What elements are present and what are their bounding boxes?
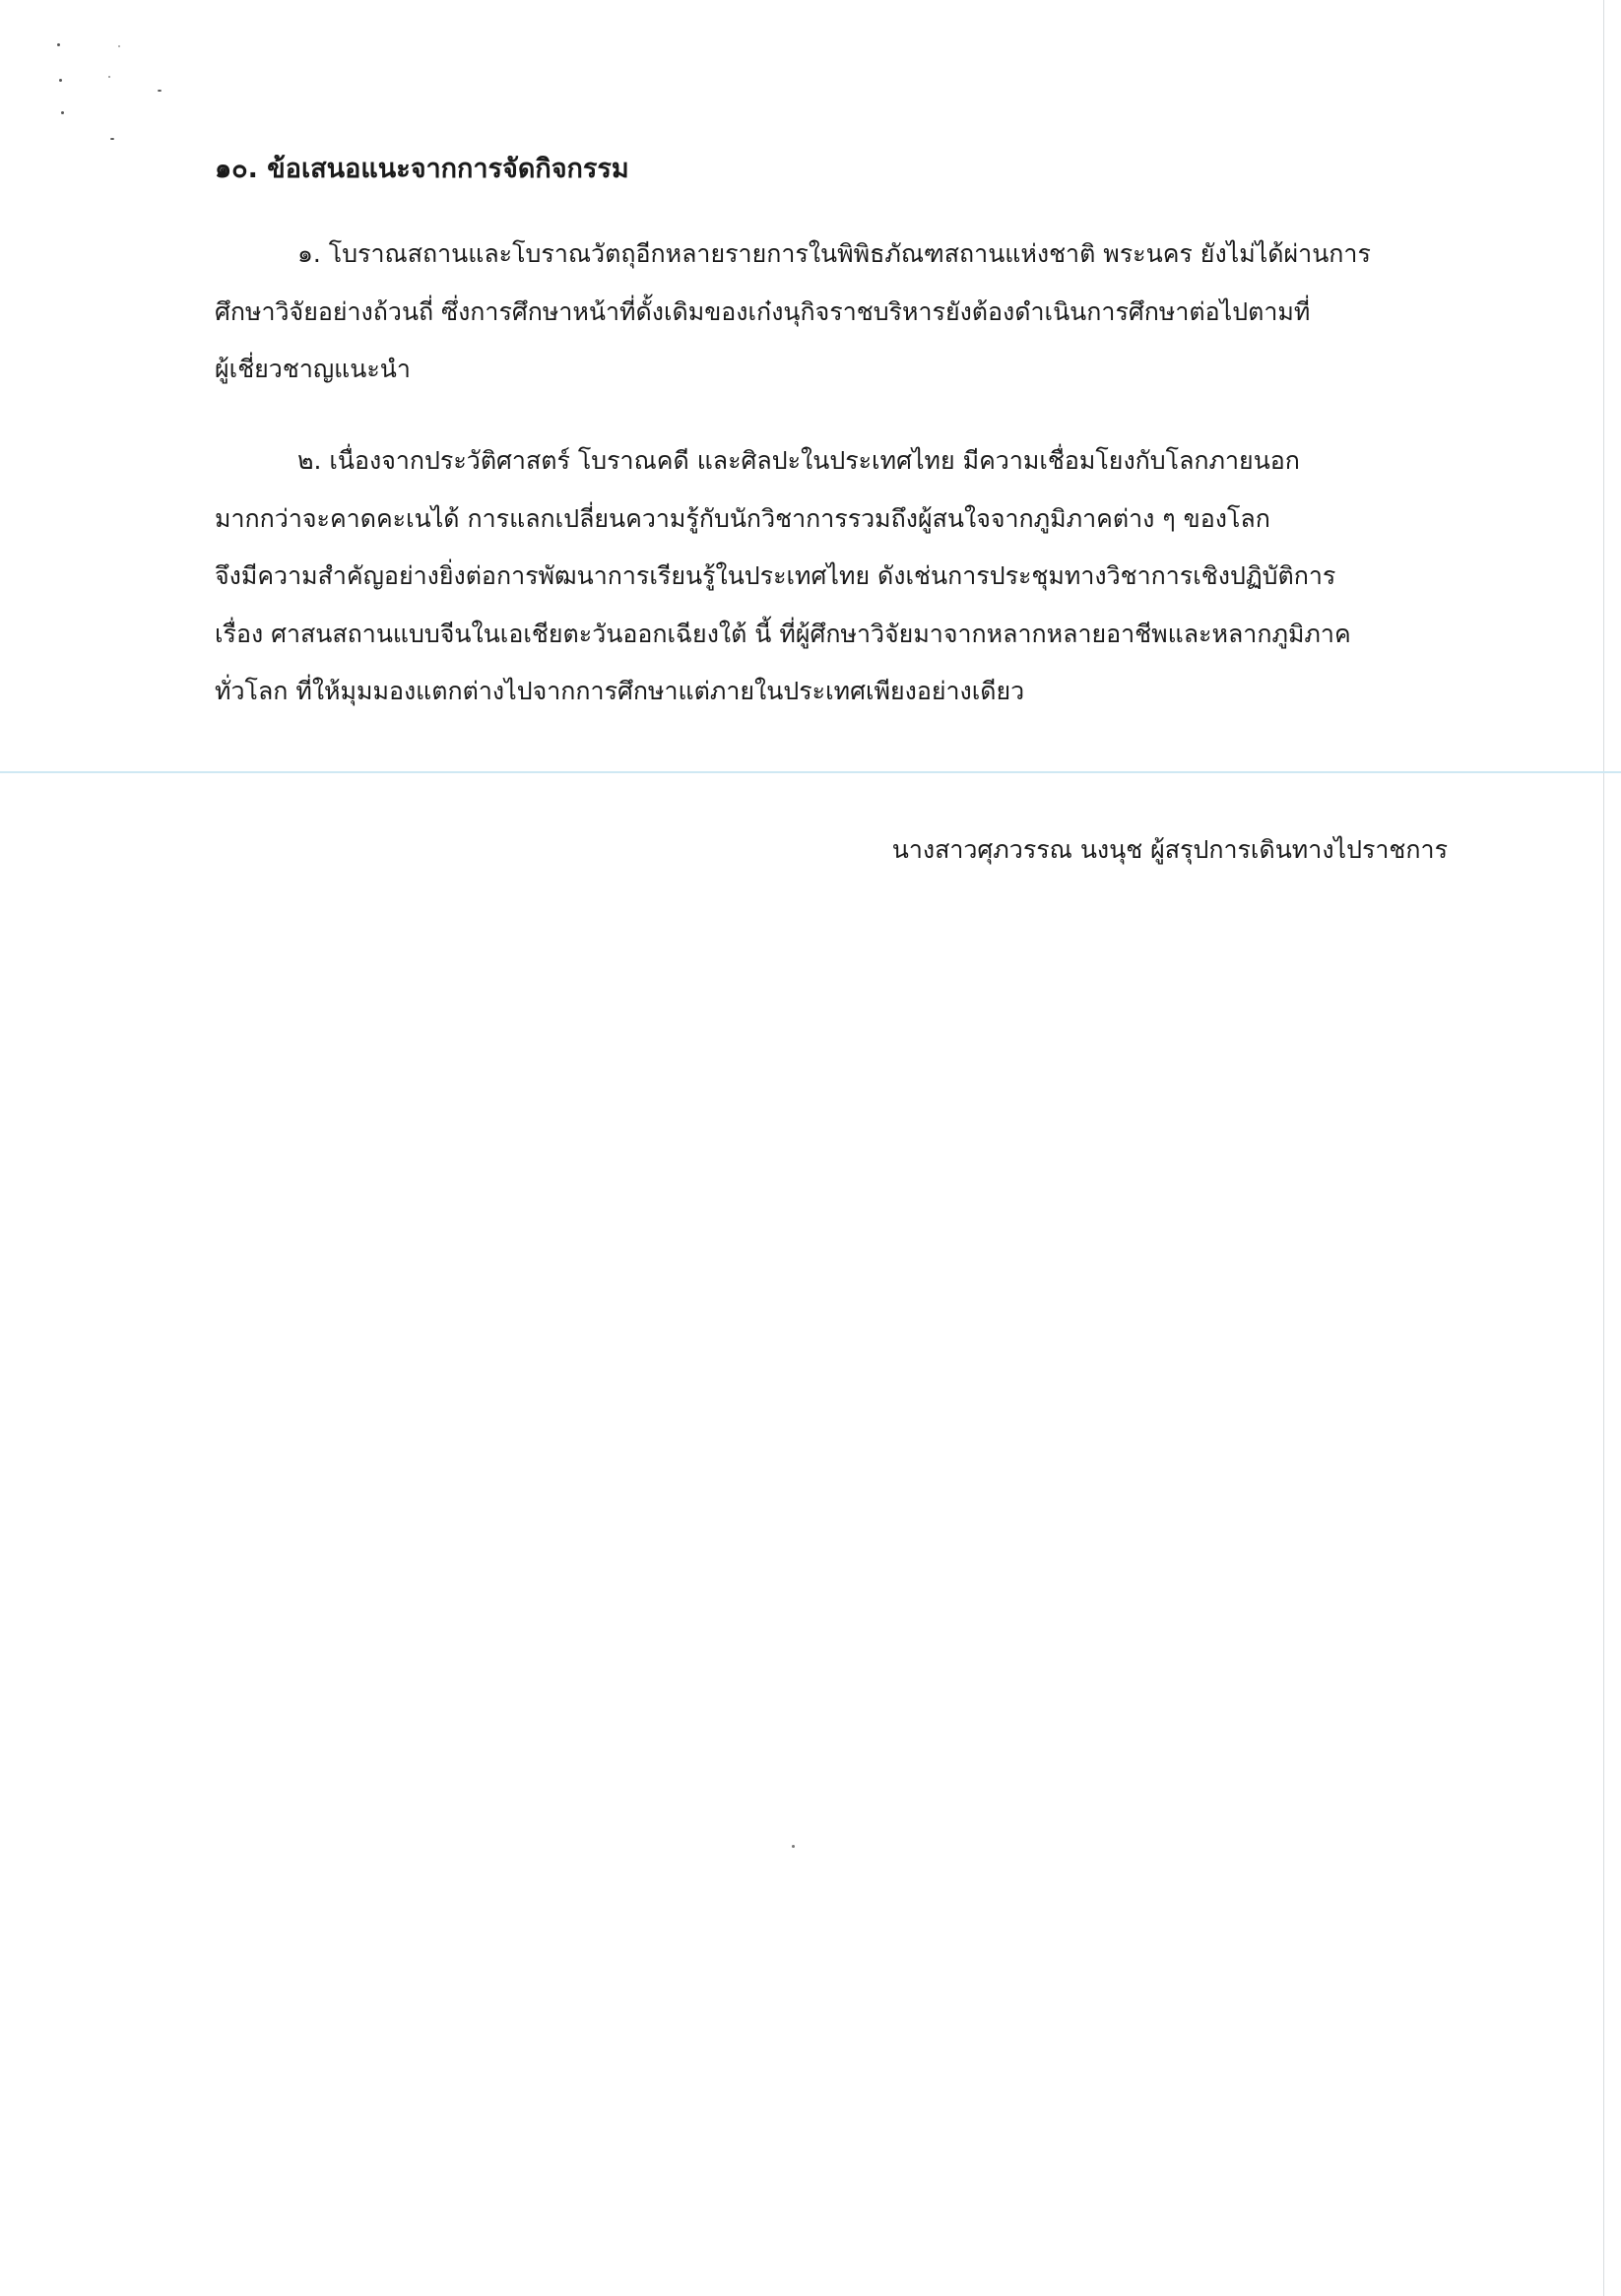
scan-speck: [118, 45, 120, 47]
paragraph-line: มากกว่าจะคาดคะเนได้ การแลกเปลี่ยนความรู้กับนักวิชาการรวมถึงผู้สนใจจากภูมิภาคต่าง ๆ ของโลก: [215, 503, 1270, 533]
scan-speck: [61, 111, 64, 114]
scan-speck: [158, 90, 162, 92]
scan-speck: [792, 1845, 795, 1848]
signature-line: นางสาวศุภวรรณ นงนุช ผู้สรุปการเดินทางไปราชการ: [891, 835, 1448, 864]
scan-speck: [57, 43, 60, 46]
section-heading: ๑๐. ข้อเสนอแนะจากการจัดกิจกรรม: [215, 154, 629, 184]
paragraph-line: ๑. โบราณสถานและโบราณวัตถุอีกหลายรายการในพิพิธภัณฑสถานแห่งชาติ พระนคร ยังไม่ได้ผ่านการ: [297, 239, 1371, 268]
paragraph-line: ทั่วโลก ที่ให้มุมมองแตกต่างไปจากการศึกษาแต่ภายในประเทศเพียงอย่างเดียว: [215, 677, 1025, 705]
paragraph-line: ศึกษาวิจัยอย่างถ้วนถี่ ซึ่งการศึกษาหน้าที่ดั้งเดิมของเก๋งนุกิจราชบริหารยังต้องดำเนินการศึกษาต่อไปตามที่: [215, 296, 1311, 326]
paragraph-line: เรื่อง ศาสนสถานแบบจีนในเอเชียตะวันออกเฉียงใต้ นี้ ที่ผู้ศึกษาวิจัยมาจากหลากหลายอาชีพและหลากภูมิภาค: [215, 619, 1351, 648]
scan-speck: [110, 138, 114, 140]
paragraph-recommendation-1: [215, 226, 1446, 399]
paragraph-line: ๒. เนื่องจากประวัติศาสตร์ โบราณคดี และศิลปะในประเทศไทย มีความเชื่อมโยงกับโลกภายนอก: [297, 446, 1300, 475]
paragraph-recommendation-2: [215, 432, 1446, 721]
paragraph-line: จึงมีความสำคัญอย่างยิ่งต่อการพัฒนาการเรียนรู้ในประเทศไทย ดังเช่นการประชุมทางวิชาการเชิงปฏิบัติการ: [215, 561, 1336, 590]
paragraph-line: ผู้เชี่ยวชาญแนะนำ: [215, 355, 411, 383]
scan-speck: [108, 76, 110, 78]
scan-artifact-line: [0, 771, 1621, 773]
scan-speck: [59, 79, 62, 82]
page-edge: [1603, 0, 1604, 2296]
